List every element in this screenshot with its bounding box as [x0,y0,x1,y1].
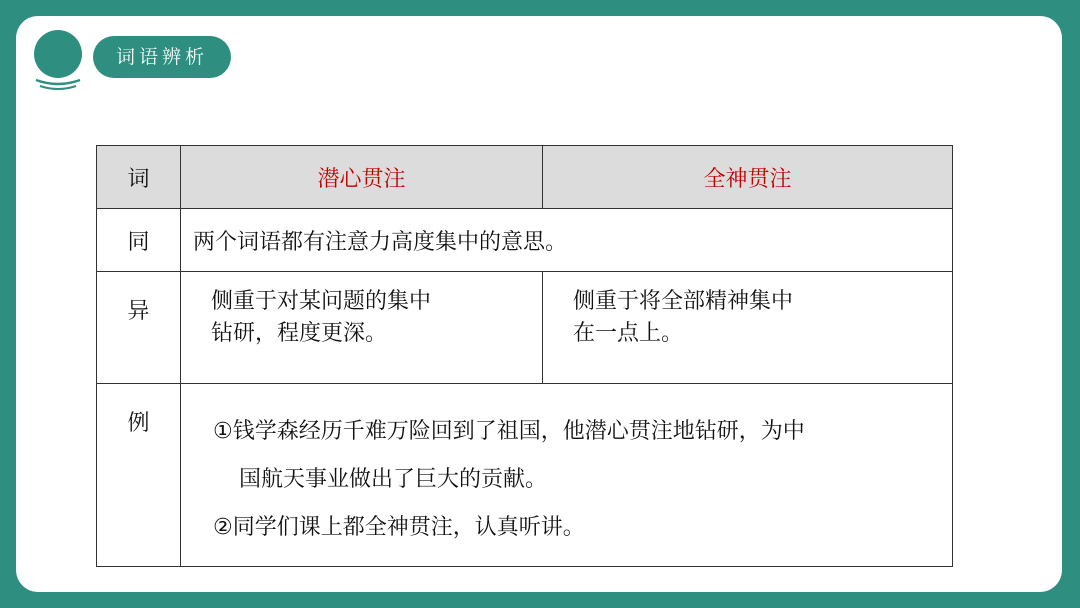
section-title: 词语辨析 [93,36,231,78]
same-row [97,209,953,272]
diff-right-line2: 在一点上。 [573,321,684,346]
table-header-row [97,146,953,209]
diff-row [97,272,953,384]
diff-label: 异 [127,299,150,324]
word-2: 全神贯注 [543,146,953,209]
example-cell [181,384,953,567]
example-label-cell [97,384,181,567]
diff-left-cell [181,272,543,384]
example1-line1: ①钱学森经历千难万险回到了祖国，他潜心贯注地钻研，为中 [213,419,805,444]
header-label: 词 [97,146,181,209]
comparison-table [96,145,953,567]
same-label: 同 [97,209,181,272]
diff-left-line2: 钻研，程度更深。 [211,321,388,346]
example1-line2: 国航天事业做出了巨大的贡献。 [239,467,548,492]
teal-circle-logo-icon [30,30,86,92]
diff-right-line1: 侧重于将全部精神集中 [573,289,794,314]
same-text: 两个词语都有注意力高度集中的意思。 [181,209,953,272]
diff-right-cell [543,272,953,384]
diff-left-line1: 侧重于对某问题的集中 [211,289,432,314]
example2: ②同学们课上都全神贯注，认真听讲。 [213,515,585,540]
word-1: 潜心贯注 [181,146,543,209]
example-label: 例 [127,411,150,436]
example-row [97,384,953,567]
diff-label-cell [97,272,181,384]
